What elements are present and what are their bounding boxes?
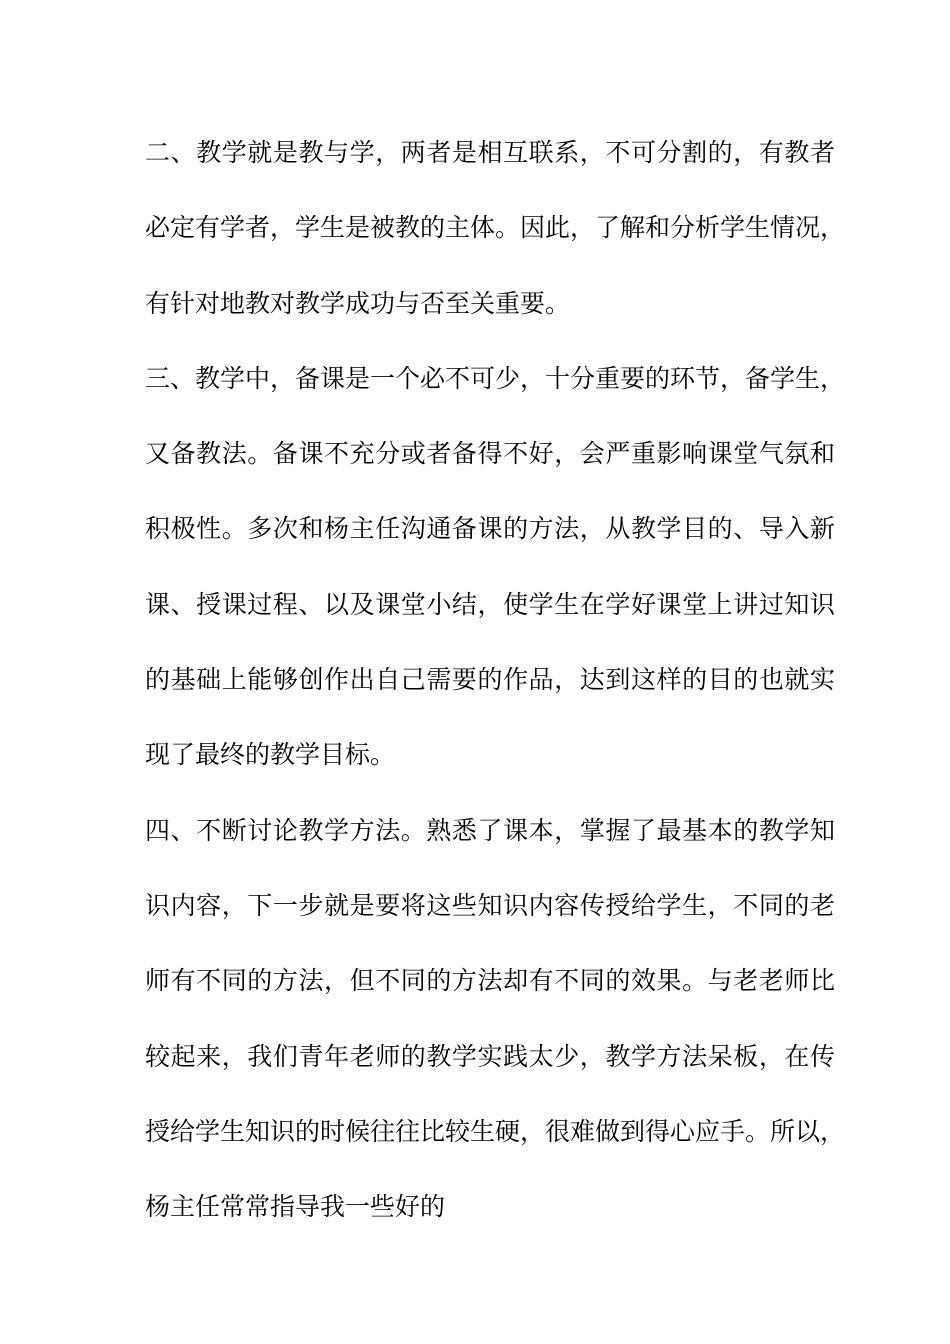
body-text	[145, 132, 846, 1261]
text-line: 杨主任常常指导我一些好的	[145, 1192, 446, 1222]
text-line: 较起来，我们青年老师的教学实践太少，教学方法呆板，在传	[145, 1041, 835, 1071]
text-line: 现了最终的教学目标。	[145, 740, 396, 770]
text-line: 的基础上能够创作出自己需要的作品，达到这样的目的也就实	[145, 665, 835, 695]
text-line: 有针对地教对教学成功与否至关重要。	[145, 288, 571, 318]
text-line: 师有不同的方法，但不同的方法却有不同的效果。与老老师比	[145, 966, 835, 996]
text-line: 积极性。多次和杨主任沟通备课的方法，从教学目的、导入新	[145, 514, 835, 544]
text-line: 四、不断讨论教学方法。熟悉了课本，掌握了最基本的教学知	[145, 815, 835, 845]
text-line: 授给学生知识的时候往往比较生硬，很难做到得心应手。所以，	[145, 1116, 846, 1146]
text-line: 三、教学中，备课是一个必不可少，十分重要的环节，备学生，	[145, 363, 846, 393]
text-line: 又备教法。备课不充分或者备得不好，会严重影响课堂气氛和	[145, 439, 835, 469]
text-line: 课、授课过程、以及课堂小结，使学生在学好课堂上讲过知识	[145, 589, 835, 619]
text-line: 必定有学者，学生是被教的主体。因此，了解和分析学生情况，	[145, 213, 846, 243]
text-line: 二、教学就是教与学，两者是相互联系，不可分割的，有教者	[145, 138, 835, 167]
text-line: 识内容，下一步就是要将这些知识内容传授给学生，不同的老	[145, 890, 835, 920]
